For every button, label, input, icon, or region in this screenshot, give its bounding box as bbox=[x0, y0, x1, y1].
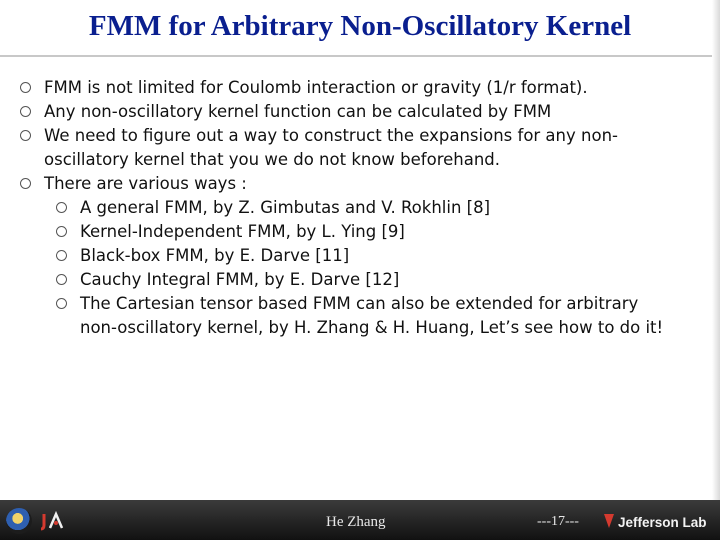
sub-bullet-text: The Cartesian tensor based FMM can also be extended for arbitrary non-oscillatory kernel, by H. Zhang & H. Huang, Let’s see how to do it! bbox=[80, 294, 664, 337]
bullet-text: We need to figure out a way to construct the expansions for any non-oscillatory kernel that you we do not know beforehand. bbox=[44, 126, 618, 169]
title-divider bbox=[0, 55, 720, 57]
footer-author: He Zhang bbox=[326, 514, 386, 530]
bullet-circle-icon bbox=[20, 130, 31, 141]
sub-bullet-item bbox=[56, 220, 696, 244]
sub-bullet-text: Black-box FMM, by E. Darve [11] bbox=[80, 246, 350, 265]
bullet-item bbox=[20, 100, 680, 124]
slide-title: FMM for Arbitrary Non-Oscillatory Kernel bbox=[88, 10, 632, 42]
bullet-circle-icon bbox=[20, 106, 31, 117]
bullet-text: There are various ways : bbox=[44, 174, 247, 193]
bullet-item bbox=[20, 124, 640, 172]
bullet-circle-icon bbox=[20, 178, 31, 189]
bullet-circle-icon bbox=[56, 274, 67, 285]
bullet-circle-icon bbox=[56, 202, 67, 213]
sub-bullet-item bbox=[56, 244, 696, 268]
lab-seal-logo-icon bbox=[6, 508, 32, 534]
sub-bullet-item bbox=[56, 196, 696, 220]
bullet-item bbox=[20, 172, 680, 196]
jla-logo-icon bbox=[40, 510, 70, 532]
slide-edge-shadow bbox=[712, 0, 720, 500]
svg-text:Jefferson Lab: Jefferson Lab bbox=[618, 515, 707, 530]
bullet-circle-icon bbox=[20, 82, 31, 93]
bullet-circle-icon bbox=[56, 226, 67, 237]
jefferson-lab-logo-icon bbox=[600, 508, 718, 534]
sub-bullet-text: Cauchy Integral FMM, by E. Darve [12] bbox=[80, 270, 400, 289]
sub-bullet-item bbox=[56, 292, 668, 340]
bullet-text: Any non-oscillatory kernel function can be calculated by FMM bbox=[44, 102, 552, 121]
bullet-circle-icon bbox=[56, 298, 67, 309]
bullet-text: FMM is not limited for Coulomb interaction or gravity (1/r format). bbox=[44, 78, 588, 97]
sub-bullet-text: Kernel-Independent FMM, by L. Ying [9] bbox=[80, 222, 405, 241]
sub-bullet-item bbox=[56, 268, 696, 292]
bullet-circle-icon bbox=[56, 250, 67, 261]
page-number: ---17--- bbox=[537, 514, 579, 529]
bullet-item bbox=[20, 76, 680, 100]
slide-footer bbox=[0, 500, 720, 540]
sub-bullet-text: A general FMM, by Z. Gimbutas and V. Rokhlin [8] bbox=[80, 198, 491, 217]
